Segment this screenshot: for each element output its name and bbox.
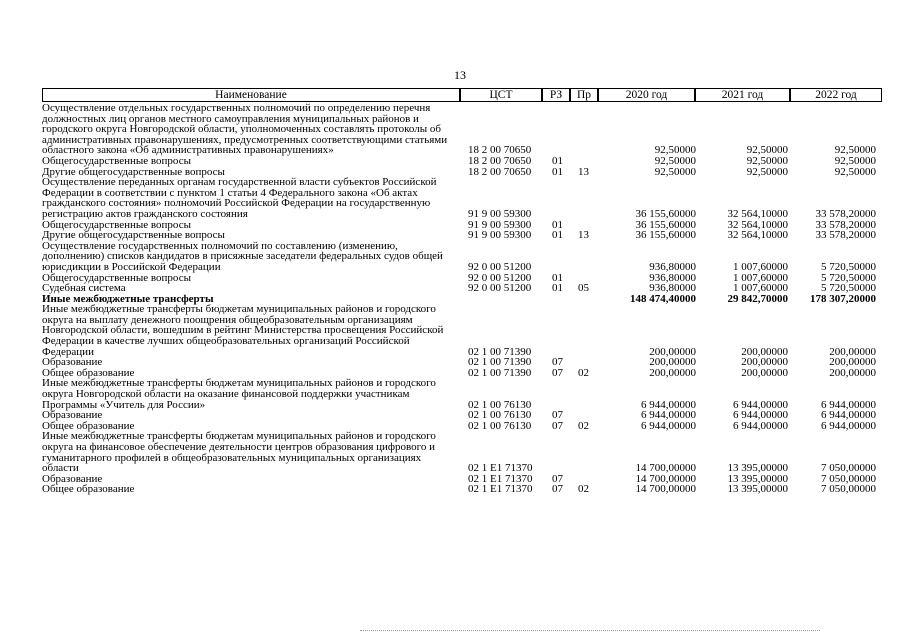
row-2022: 7 050,00000 (821, 462, 876, 475)
row-cst: 91 9 00 59300 (468, 229, 532, 242)
row-2021: 92,50000 (746, 154, 788, 167)
row-cst: 92 0 00 51200 (468, 260, 532, 273)
row-2020: 936,80000 (649, 260, 696, 273)
row-2022: 92,50000 (834, 165, 876, 178)
row-2021: 32 564,10000 (727, 218, 788, 231)
row-pr: 02 (578, 419, 589, 432)
row-pr: 02 (578, 366, 589, 379)
row-name: Иные межбюджетные трансферты бюджетам муниципальных районов и городского округа на финансовое обеспечение деятельности центров образования цифрового и гуманитарного профилей в общеобразовательных муниципальных организациях области (42, 430, 436, 475)
row-rz: 01 (552, 165, 563, 178)
row-2020: 36 155,60000 (635, 229, 696, 242)
row-2020: 36 155,60000 (635, 218, 696, 231)
row-2021: 32 564,10000 (727, 229, 788, 242)
row-cst: 91 9 00 59300 (468, 218, 532, 231)
row-2022: 33 578,20000 (815, 218, 876, 231)
header-2020: 2020 год (598, 88, 695, 102)
header-cst: ЦСТ (460, 88, 542, 102)
row-pr: 05 (578, 282, 589, 295)
header-2021: 2021 год (695, 88, 790, 102)
row-rz: 07 (552, 419, 563, 432)
row-name: Осуществление переданных органам государственной власти субъектов Российской Федерации в соответствии с пунктом 1 статьи 4 Федерального закона «Об актах гражданского состояния» полномочий Российской Федерации на государственную регистрацию актов гражданского состояния (42, 176, 437, 220)
row-name: Осуществление государственных полномочий по составлению (изменению, дополнению) списков кандидатов в присяжные заседатели федеральных судов общей юрисдикции в Российской Федерации (42, 239, 443, 273)
row-2021: 200,00000 (741, 356, 788, 369)
row-2022: 178 307,20000 (810, 292, 876, 305)
row-2022: 92,50000 (834, 154, 876, 167)
row-2020: 200,00000 (649, 366, 696, 379)
row-cst: 02 1 00 76130 (468, 409, 532, 422)
row-2021: 13 395,00000 (727, 472, 788, 485)
row-cst: 92 0 00 51200 (468, 271, 532, 284)
table-row (42, 103, 882, 156)
row-name: Другие общегосударственные вопросы (42, 229, 225, 242)
row-rz: 01 (552, 218, 563, 231)
row-2021: 32 564,10000 (727, 207, 788, 220)
row-cst: 02 1 00 71390 (468, 356, 532, 369)
row-2022: 7 050,00000 (821, 472, 876, 485)
row-2021: 200,00000 (741, 345, 788, 358)
row-cst: 02 1 E1 71370 (468, 483, 533, 496)
row-2020: 14 700,00000 (635, 483, 696, 496)
row-2020: 6 944,00000 (641, 409, 696, 422)
row-cst: 18 2 00 70650 (468, 154, 532, 167)
row-name: Общегосударственные вопросы (42, 154, 191, 167)
row-2020: 6 944,00000 (641, 419, 696, 432)
row-2022: 92,50000 (834, 144, 876, 157)
row-cst: 02 1 E1 71370 (468, 462, 533, 475)
row-name: Общее образование (42, 419, 135, 432)
row-pr: 02 (578, 483, 589, 496)
row-2021: 6 944,00000 (733, 419, 788, 432)
row-name: Иные межбюджетные трансферты (42, 292, 214, 305)
row-2020: 36 155,60000 (635, 207, 696, 220)
row-2021: 13 395,00000 (727, 483, 788, 496)
row-name: Иные межбюджетные трансферты бюджетам муниципальных районов и городского округа на выплату денежного поощрения общеобразовательным организациям Новгородской области, вошедшим в рейтинг Министерства просвещения Российской Федерации в качестве лучших общеобразовательных организаций Российской Федерации (42, 303, 444, 358)
row-2020: 148 474,40000 (630, 292, 696, 305)
row-name: Судебная система (42, 282, 126, 295)
row-name: Общее образование (42, 483, 135, 496)
row-rz: 01 (552, 154, 563, 167)
row-rz: 01 (552, 282, 563, 295)
row-name: Другие общегосударственные вопросы (42, 165, 225, 178)
row-name: Осуществление отдельных государственных полномочий по определению перечня должностных лиц органов местного самоуправления муниципальных районов и городского округа Новгородской области, уполномоченных составлять протоколы об административных правонарушениях, предусмотренных соответствующими статьями областного закона «Об административных правонарушениях» (42, 102, 448, 157)
row-2022: 5 720,50000 (821, 282, 876, 295)
table-row (42, 177, 882, 219)
row-2021: 13 395,00000 (727, 462, 788, 475)
row-pr: 13 (578, 229, 589, 242)
row-cst: 02 1 00 71390 (468, 345, 532, 358)
row-rz: 01 (552, 229, 563, 242)
row-rz: 07 (552, 483, 563, 496)
row-2020: 200,00000 (649, 345, 696, 358)
table-row (42, 156, 882, 167)
row-pr: 13 (578, 165, 589, 178)
row-2022: 33 578,20000 (815, 229, 876, 242)
row-name: Образование (42, 409, 103, 422)
row-2020: 6 944,00000 (641, 398, 696, 411)
row-2021: 1 007,60000 (733, 260, 788, 273)
row-cst: 18 2 00 70650 (468, 165, 532, 178)
row-2022: 33 578,20000 (815, 207, 876, 220)
table-row (42, 484, 882, 495)
table-body (42, 103, 882, 495)
row-cst: 02 1 00 71390 (468, 366, 532, 379)
row-2022: 6 944,00000 (821, 409, 876, 422)
table-row (42, 431, 882, 473)
row-2020: 14 700,00000 (635, 472, 696, 485)
row-2021: 29 842,70000 (727, 292, 788, 305)
row-rz: 07 (552, 366, 563, 379)
row-2020: 200,00000 (649, 356, 696, 369)
row-2021: 92,50000 (746, 144, 788, 157)
row-2020: 92,50000 (654, 144, 696, 157)
row-name: Общегосударственные вопросы (42, 271, 191, 284)
header-pr: Пр (570, 88, 598, 102)
row-2022: 6 944,00000 (821, 419, 876, 432)
row-2022: 7 050,00000 (821, 483, 876, 496)
row-rz: 07 (552, 472, 563, 485)
row-name: Образование (42, 356, 103, 369)
row-name: Общегосударственные вопросы (42, 218, 191, 231)
row-2022: 5 720,50000 (821, 271, 876, 284)
row-2022: 200,00000 (829, 356, 876, 369)
row-rz: 07 (552, 356, 563, 369)
row-2022: 200,00000 (829, 345, 876, 358)
row-cst: 92 0 00 51200 (468, 282, 532, 295)
row-cst: 02 1 00 76130 (468, 419, 532, 432)
header-2022: 2022 год (790, 88, 882, 102)
row-2021: 6 944,00000 (733, 398, 788, 411)
row-2020: 92,50000 (654, 154, 696, 167)
row-2021: 200,00000 (741, 366, 788, 379)
row-cst: 02 1 00 76130 (468, 398, 532, 411)
row-name: Образование (42, 472, 103, 485)
row-cst: 91 9 00 59300 (468, 207, 532, 220)
table-row (42, 241, 882, 273)
row-2020: 14 700,00000 (635, 462, 696, 475)
header-rz: РЗ (542, 88, 570, 102)
row-rz: 07 (552, 409, 563, 422)
row-2020: 936,80000 (649, 271, 696, 284)
row-2021: 92,50000 (746, 165, 788, 178)
row-name: Иные межбюджетные трансферты бюджетам муниципальных районов и городского округа Новгородской области на оказание финансовой поддержки участникам Программы «Учитель для России» (42, 377, 436, 411)
row-cst: 18 2 00 70650 (468, 144, 532, 157)
row-2022: 6 944,00000 (821, 398, 876, 411)
row-2021: 1 007,60000 (733, 282, 788, 295)
row-2020: 936,80000 (649, 282, 696, 295)
row-name: Общее образование (42, 366, 135, 379)
row-2021: 6 944,00000 (733, 409, 788, 422)
table-row (42, 378, 882, 410)
row-2022: 200,00000 (829, 366, 876, 379)
scan-artifact (360, 630, 820, 633)
row-2021: 1 007,60000 (733, 271, 788, 284)
row-2020: 92,50000 (654, 165, 696, 178)
row-cst: 02 1 E1 71370 (468, 472, 533, 485)
table-row (42, 304, 882, 357)
header-name: Наименование (42, 88, 460, 102)
row-2022: 5 720,50000 (821, 260, 876, 273)
page-number: 13 (454, 68, 466, 82)
row-rz: 01 (552, 271, 563, 284)
